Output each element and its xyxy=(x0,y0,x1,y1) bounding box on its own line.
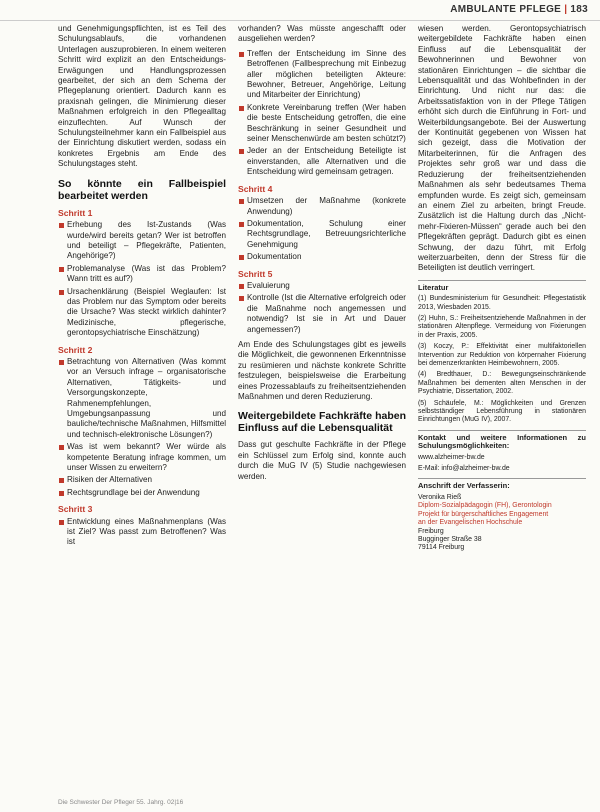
literature-item: (4) Bredthauer, D.: Bewegungseinschränkende Maßnahmen bei dementen alten Menschen in der Psychiatrie, Dissertation, 2002. xyxy=(418,371,586,396)
literature-item: (2) Huhn, S.: Freiheitsentziehende Maßnahmen in der stationären Altenpflege. Vermeidung von Fixierungen in der Praxis, 2005. xyxy=(418,314,586,339)
step-3-item: Jeder an der Entscheidung Beteiligte ist einverstanden, alle Alternativen und die Entscheidung wird gemeinsam getragen. xyxy=(238,146,406,177)
col3-text: wiesen werden. Gerontopsychiatrisch weitergebildete Fachkräfte haben einen Einfluss auf die Lebensqualität der Bewohnerinnen und Bewohner von stationären Einrichtungen – die sichtbar die Lebensqualität und das Wohlbefinden in der Einrichtung. Und nicht nur das: die Arbeitssatisfaktion von in der Pflege Tätigen erhöht sich durch die Einführung in Fort- und Weiterbildungsangebote. Bei der Auswertung der Kontinuität gegebenen von Wissen hat sich gezeigt, dass die Motivation der Mitarbeiterinnen, für die Anfragen des Projektes sehr groß war und dass die Reduzierung der freiheitsentziehenden Maßnahmen als sehr bedeutsames Thema empfunden wurde. Es zeigt sich, gemeinsam an einem Ziel zu arbeiten, bringt Freude. Zusätzlich ist die Haltung durch das „Nicht-mehr-Fixieren-Müssen“ gerade auch bei den Pflegekräften geprägt. Dadurch gibt es einen Schwung, der dazu führt, mit Erfolg weiterzuarbeiten, denn der Stress für die Beteiligten ist deutlich verringert. xyxy=(418,24,586,273)
step-1-item: Erhebung des Ist-Zustands (Was wurde/wird bereits getan? Wer ist betroffen und beteiligt – Pflegekräfte, Patienten, Angehörige?) xyxy=(58,220,226,262)
step-4-item: Dokumentation, Schulung einer Rechtsgrundlage, Betreuungsrichterliche Genehmigung xyxy=(238,219,406,250)
step-1-item: Ursachenklärung (Beispiel Weglaufen: Ist das Problem nur das Symptom oder bereits die Ursache? Was steckt wirklich dahinter? Medizinische, pflegerische, gerontopsychiatrische Einschätzung) xyxy=(58,287,226,339)
author-title: Anschrift der Verfasserin: xyxy=(418,481,510,491)
divider xyxy=(418,478,586,479)
step-1-item: Problemanalyse (Was ist das Problem? Wann tritt es auf?) xyxy=(58,264,226,285)
step-1-title: Schritt 1 xyxy=(58,207,93,218)
fachkraefte-heading: Weitergebildete Fachkräfte haben Einfluss auf die Lebensqualität xyxy=(238,410,406,435)
col2-final: Dass gut geschulte Fachkräfte in der Pflege ein Schlüssel zum Erfolg sind, konnte auch durch die MuG IV (5) Studie nachgewiesen werden. xyxy=(238,440,406,481)
column-3 xyxy=(418,24,586,794)
step-3-title: Schritt 3 xyxy=(58,504,93,515)
column-1 xyxy=(58,24,226,794)
section-title xyxy=(450,4,588,15)
step-5-title: Schritt 5 xyxy=(238,268,273,279)
author-line: Bugginger Straße 38 xyxy=(418,535,482,543)
col2-intro: vorhanden? Was müsste angeschafft oder ausgeliehen werden? xyxy=(238,24,406,44)
fallbeispiel-heading: So könnte ein Fallbeispiel bearbeitet werden xyxy=(58,177,226,202)
author-line: Freiburg xyxy=(418,527,444,535)
step-2-item: Risiken der Alternativen xyxy=(58,475,226,485)
col2-outro: Am Ende des Schulungstages gibt es jeweils die Möglichkeit, die gewonnenen Erkenntnisse zu resümieren und nächste konkrete Schritte festzulegen, beispielsweise die Erarbeitung eines Prozessablaufs zu freiheitsentziehenden Maßnahmen und deren Reduzierung. xyxy=(238,339,406,401)
header-separator: | xyxy=(561,4,571,15)
step-2-item: Was ist wem bekannt? Wer würde als kompetente Beratung infrage kommen, um unser Wissen zu erweitern? xyxy=(58,442,226,473)
author-line: 79114 Freiburg xyxy=(418,544,465,552)
step-5-item: Evaluierung xyxy=(238,281,406,291)
col1-intro: und Genehmigungspflichten, ist es Teil des Schulungsablaufs, die vorhandenen Unterlagen auszuprobieren. In einem weiteren Schritt wird explizit an den Entscheidungs-Erwägungen und Handlungsprozessen gearbeitet, der sich an dem Schema der Pflegeplanung orientiert. Dadurch kann es praxisnah gelingen, die Minimierung dieser Maßnahmen erfolgreich in den Pflegealltag einzuflechten. Auf Wunsch der Schulungsteilnehmer kann ein Fallbeispiel aus der Einrichtung diskutiert werden, sodass ein konkretes Ergebnis am Ende des Schulungstages steht. xyxy=(58,24,226,169)
step-2-title: Schritt 2 xyxy=(58,344,93,355)
page-number: 183 xyxy=(570,4,588,15)
step-4-title: Schritt 4 xyxy=(238,183,273,194)
literature-item: (3) Koczy, P.: Effektivität einer multifaktoriellen Intervention zur Reduktion von körpernaher Fixierung bei demenzerkrankten Heimbewohnern, 2005. xyxy=(418,343,586,367)
literature-item: (5) Schäufele, M.: Möglichkeiten und Grenzen selbstständiger Lebensführung in stationären Einrichtungen (MuG IV), 2007. xyxy=(418,399,586,424)
step-4-item: Umsetzen der Maßnahme (konkrete Anwendung) xyxy=(238,196,406,217)
divider xyxy=(418,430,586,431)
author-line: Diplom-Sozialpädagogin (FH), Gerontologin xyxy=(418,502,552,510)
author-line: Projekt für bürgerschaftliches Engagement xyxy=(418,510,549,518)
contact-line: E-Mail: info@alzheimer-bw.de xyxy=(418,465,510,473)
article-body xyxy=(58,24,586,794)
section-name: AMBULANTE PFLEGE xyxy=(450,4,562,15)
author-line: Veronika Rieß xyxy=(418,493,462,501)
page-header xyxy=(0,0,600,21)
literature-item: (1) Bundesministerium für Gesundheit: Pflegestatistik 2013, Wiesbaden 2015. xyxy=(418,295,586,311)
step-4-item: Dokumentation xyxy=(238,252,406,262)
literature-box xyxy=(418,280,586,553)
literature-title: Literatur xyxy=(418,282,449,292)
contact-line: www.alzheimer-bw.de xyxy=(418,453,485,461)
step-5-item: Kontrolle (Ist die Alternative erfolgreich oder die Maßnahme noch angemessen und notwendig? Ist sie in Art und Dauer angemessen?) xyxy=(238,293,406,335)
step-2-item: Rechtsgrundlage bei der Anwendung xyxy=(58,488,226,498)
contact-title: Kontakt und weitere Informationen zu Schulungsmöglichkeiten: xyxy=(418,432,586,451)
page-footer: Die Schwester Der Pfleger 55. Jahrg. 02|16 xyxy=(58,799,184,806)
step-3-item: Entwicklung eines Maßnahmenplans (Was ist Ziel? Was passt zum Betroffenen? Was ist xyxy=(58,517,226,548)
column-2 xyxy=(238,24,406,794)
author-line: an der Evangelischen Hochschule xyxy=(418,519,523,527)
step-3-item: Konkrete Vereinbarung treffen (Wer haben die beste Entscheidung getroffen, die eine Beschränkung in seiner Gesundheit und seiner Menschenwürde am besten schützt?) xyxy=(238,103,406,145)
step-3-item: Treffen der Entscheidung im Sinne des Betroffenen (Fallbesprechung mit Einbezug aller möglichen beteiligten Akteure: Bewohner, Betreuer, Angehörige, Leitung und Mitarbeiter der Einrichtung) xyxy=(238,49,406,101)
step-2-item: Betrachtung von Alternativen (Was kommt vor an Versuch infrage – organisatorische Alternativen, Tätigkeits- und Versorgungskonzepte, Rahmenempfehlungen, Umgebungsanpassung und bauliche/technische Maßnahmen, Hilfsmittel und technisch-elektronische Lösungen?) xyxy=(58,357,226,440)
